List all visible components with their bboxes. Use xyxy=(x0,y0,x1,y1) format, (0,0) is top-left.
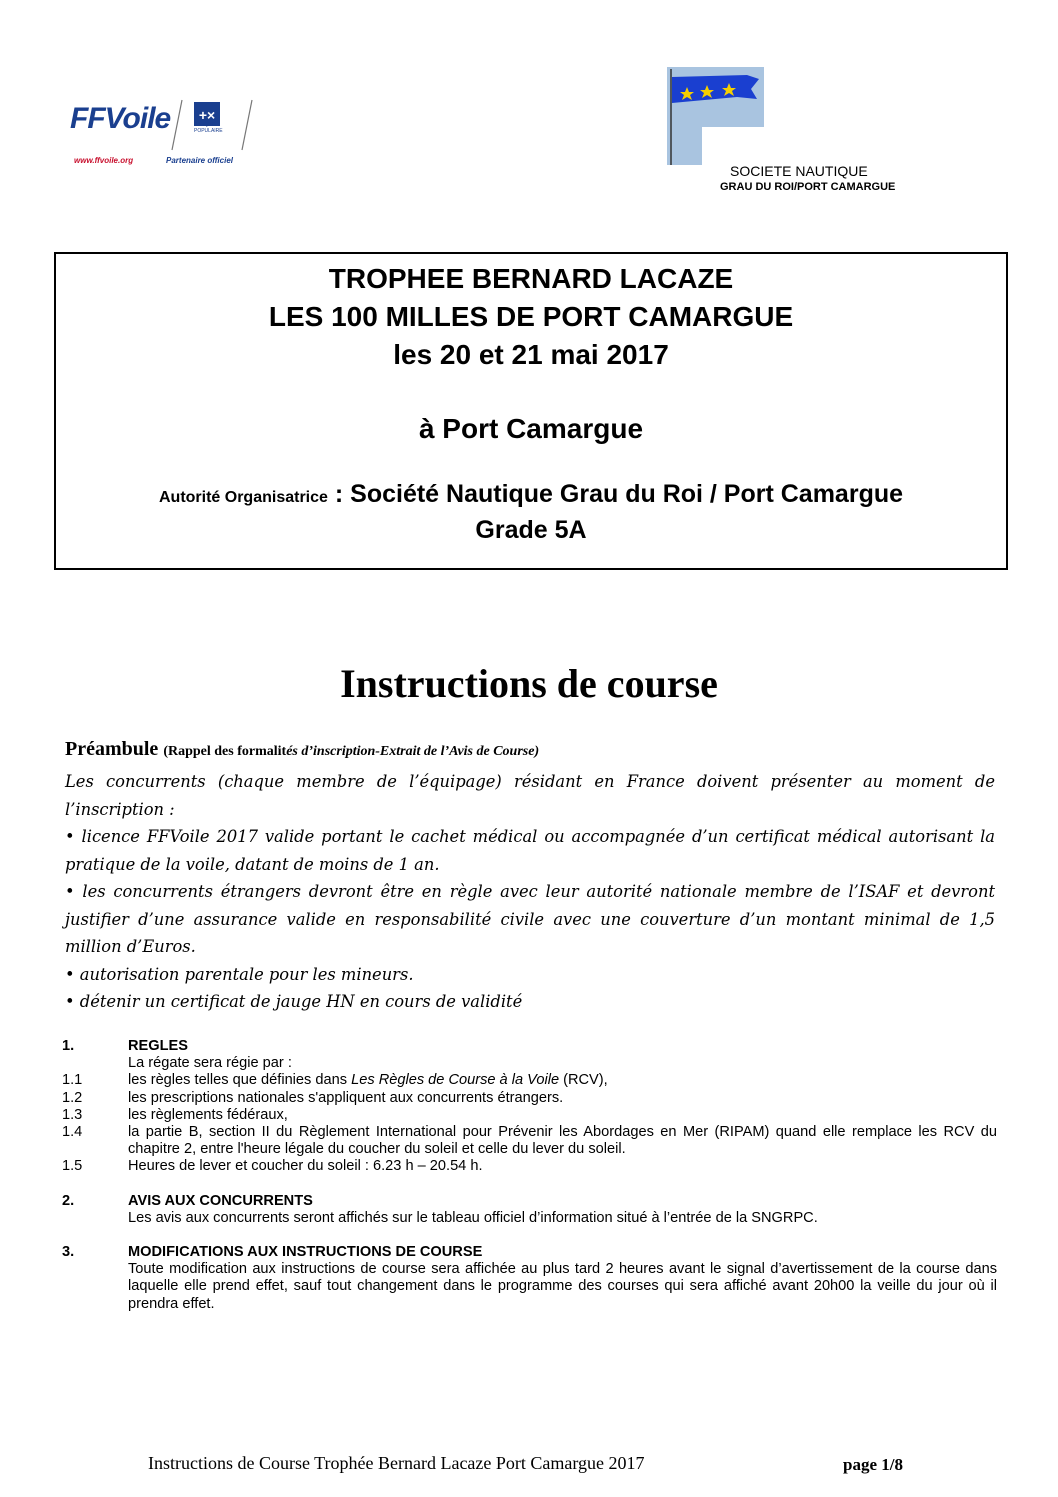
footer-text: Instructions de Course Trophée Bernard Lacaze Port Camargue 2017 xyxy=(148,1453,645,1473)
ffvoile-logo-text: FFVoile xyxy=(70,102,171,135)
section-row xyxy=(62,1090,997,1107)
item-number: 1.3 xyxy=(62,1106,83,1123)
item-number: 1.5 xyxy=(62,1158,83,1175)
section-title: AVIS AUX CONCURRENTS xyxy=(128,1192,313,1209)
preamble-subtitle-end: és d’inscription-Extrait de l’Avis de Course) xyxy=(286,744,540,759)
title-dates: les 20 et 21 mai 2017 xyxy=(393,339,669,370)
section-text: Les avis aux concurrents seront affichés sur le tableau officiel d’information situé à l’entrée de la SNGRPC. xyxy=(128,1209,818,1226)
preamble-bullet: • licence FFVoile 2017 valide portant le cachet médical ou accompagnée d’un certificat médical autorisant la pratique de la voile, datant de moins de 1 an. xyxy=(65,827,995,874)
section-row xyxy=(62,1124,997,1158)
preamble-body xyxy=(65,768,995,1016)
preamble-heading xyxy=(65,738,539,761)
svg-text:+×: +× xyxy=(198,107,216,123)
preamble-bullet: • autorisation parentale pour les mineurs. xyxy=(65,964,414,984)
section-row xyxy=(62,1055,997,1072)
authority-label: Autorité Organisatrice xyxy=(158,489,328,506)
preamble-bullet: • détenir un certificat de jauge HN en cours de validité xyxy=(65,992,523,1011)
section-heading xyxy=(62,1038,997,1055)
preamble-subtitle-start: (Rappel des formalit xyxy=(163,744,287,759)
section-number: 2. xyxy=(62,1192,75,1209)
section-number: 1. xyxy=(62,1038,75,1054)
item-text: les prescriptions nationales s'appliquent aux concurrents étrangers. xyxy=(128,1089,564,1106)
section-number: 3. xyxy=(62,1244,75,1261)
section-heading xyxy=(62,1193,997,1210)
item-text: la partie B, section II du Règlement International pour Prévenir les Abordages en Mer (RIPAM) quand elle remplace les RCV du chapitre 2, entre l'heure légale du coucher du soleil et celle du lever du soleil. xyxy=(128,1124,997,1158)
item-number: 1.2 xyxy=(62,1089,83,1106)
section-row xyxy=(62,1107,997,1124)
club-name-line2: GRAU DU ROI/PORT CAMARGUE xyxy=(720,181,896,193)
page-title: Instructions de course xyxy=(340,661,718,706)
preamble-paragraph: Les concurrents (chaque membre de l’équipage) résidant en France doivent présenter au moment de l’inscription : xyxy=(65,772,995,819)
section-title: MODIFICATIONS AUX INSTRUCTIONS DE COURSE xyxy=(128,1244,483,1261)
sections xyxy=(62,1038,997,1313)
preamble-bullet: • les concurrents étrangers devront être en règle avec leur autorité nationale membre de l’ISAF et devront justifier d’une assurance valide en responsabilité civile avec une couverture d’un montant minimal de 1,5 million d’Euros. xyxy=(65,882,995,956)
preamble-subtitle xyxy=(163,744,539,759)
organizing-authority xyxy=(56,478,1006,514)
item-text: Heures de lever et coucher du soleil : 6.23 h – 20.54 h. xyxy=(128,1158,483,1175)
section-row xyxy=(62,1072,997,1089)
club-flag-logo xyxy=(667,67,764,165)
item-text-italic: Les Règles de Course à la Voile xyxy=(351,1072,560,1089)
authority-value: : Société Nautique Grau du Roi / Port Camargue xyxy=(334,480,904,508)
item-text xyxy=(128,1072,997,1089)
club-name-line1: SOCIETE NAUTIQUE xyxy=(730,163,868,179)
title-line2: LES 100 MILLES DE PORT CAMARGUE xyxy=(268,301,794,332)
club-name xyxy=(700,163,980,193)
section-heading xyxy=(62,1244,997,1261)
page-number: page 1/8 xyxy=(843,1455,903,1474)
title-line1: TROPHEE BERNARD LACAZE xyxy=(328,263,734,294)
item-text: les règlements fédéraux, xyxy=(128,1106,288,1123)
title-box xyxy=(54,252,1008,570)
section-row xyxy=(62,1261,997,1313)
banque-populaire-text: BANQUE POPULAIRE xyxy=(194,122,223,134)
section-intro: La régate sera régie par : xyxy=(128,1055,292,1072)
title-location: à Port Camargue xyxy=(418,413,644,444)
ffvoile-url: www.ffvoile.org xyxy=(74,156,134,165)
section-row xyxy=(62,1158,997,1175)
item-text-part: les règles telles que définies dans xyxy=(128,1072,352,1089)
section-row xyxy=(62,1210,997,1227)
preamble-title: Préambule xyxy=(65,738,159,760)
item-text-part: (RCV), xyxy=(559,1072,608,1089)
item-number: 1.1 xyxy=(62,1072,83,1089)
item-number: 1.4 xyxy=(62,1124,83,1141)
partner-label: Partenaire officiel xyxy=(166,156,233,165)
ffvoile-logo xyxy=(62,92,262,170)
grade: Grade 5A xyxy=(475,516,587,544)
section-text: Toute modification aux instructions de course sera affichée au plus tard 2 heures avant le signal d’avertissement de la course dans laquelle elle prend effet, sauf tout changement dans le programme des courses qui sera affiché avant 20h00 la veille du jour où il prendra effet. xyxy=(128,1261,997,1312)
section-title: REGLES xyxy=(128,1038,189,1054)
